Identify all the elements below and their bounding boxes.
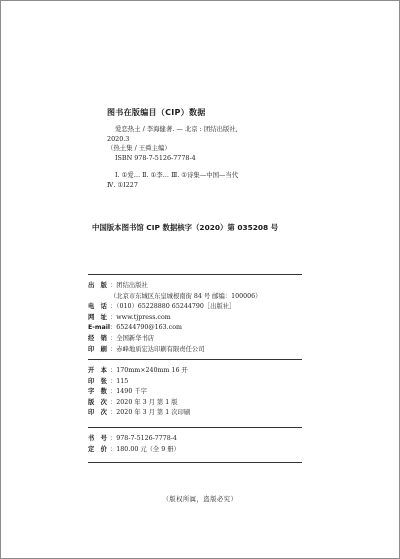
phone-label: 电 话: [88, 303, 107, 311]
pricing-info: [88, 434, 318, 455]
cip-line-isbn: ISBN 978-7-5126-7778-4: [115, 153, 196, 162]
format-value: ：170mm×240mm 16 开: [110, 367, 188, 374]
phone-row: [88, 302, 318, 313]
address-value: （北京市东城区东皇城根南街 84 号 邮编：100006）: [110, 292, 262, 300]
cip-line-year: 2020.3: [107, 134, 130, 143]
cip-line-classification: Ⅰ. ①爱… Ⅱ. ①李… Ⅲ. ①诗集—中国—当代: [115, 171, 239, 180]
divider-bottom: [88, 462, 302, 463]
sheets-label: 印 张: [88, 377, 107, 385]
publisher-row: [88, 281, 318, 292]
email-value: ：65244790@163.com: [110, 324, 182, 332]
printer-label: 印 刷: [88, 345, 107, 353]
isbn-row: [88, 434, 318, 445]
email-label: E-mail: [88, 324, 111, 332]
distributor-label: 经 销: [88, 334, 107, 342]
address-row: [88, 292, 318, 303]
distributor-row: [88, 334, 318, 345]
publisher-value: ：团结出版社: [110, 282, 148, 289]
cip-data-number: 中国版本图书馆 CIP 数据核字（2020）第 035208 号: [92, 223, 279, 232]
edition-value: ：2020 年 3 月 第 1 版: [110, 398, 178, 406]
specs-info: [88, 366, 318, 419]
isbn-value: ：978-7-5126-7778-4: [110, 435, 177, 442]
divider-lower: [88, 427, 302, 428]
format-row: [88, 366, 318, 377]
sheets-value: ：115: [110, 377, 129, 385]
printing-label: 印 次: [88, 409, 107, 417]
divider-top: [88, 274, 302, 275]
edition-row: [88, 398, 318, 409]
cip-title: 图书在版编目（CIP）数据: [107, 108, 206, 117]
format-label: 开 本: [88, 367, 107, 374]
website-row: [88, 313, 318, 324]
phone-value: ：（010）65228880 65244790［出版社］: [110, 303, 236, 311]
isbn-label: 书 号: [88, 435, 107, 442]
words-row: [88, 387, 318, 398]
printing-value: ：2020 年 3 月 第 1 次印刷: [110, 409, 191, 417]
publisher-label: 出 版: [88, 282, 107, 289]
cip-record: [107, 125, 337, 191]
publication-info: [88, 281, 318, 355]
edition-label: 版 次: [88, 398, 107, 406]
price-row: [88, 445, 318, 456]
cip-line-series: （热土集 / 王舜主编）: [107, 144, 171, 153]
sheets-row: [88, 377, 318, 388]
cip-line-class-number: Ⅳ. ①I227: [107, 180, 138, 189]
distributor-value: ：全国新华书店: [110, 334, 155, 342]
printing-row: [88, 408, 318, 419]
email-row: [88, 323, 318, 334]
price-value: ：180.00 元（全 9 册）: [110, 445, 180, 453]
website-value: ：www.tjpress.com: [110, 313, 171, 321]
printer-row: [88, 345, 318, 356]
cip-line-title: 爱恋热土 / 李海健著. — 北京 : 团结出版社,: [115, 125, 238, 133]
words-value: ：1490 千字: [110, 388, 147, 396]
divider-middle: [88, 359, 302, 360]
copyright-notice: （版权所属，盗版必究）: [162, 496, 238, 503]
printer-value: ：赤峰地质宏达印刷有限责任公司: [110, 345, 205, 353]
words-label: 字 数: [88, 388, 107, 396]
website-label: 网 址: [88, 313, 107, 321]
price-label: 定 价: [88, 445, 107, 453]
